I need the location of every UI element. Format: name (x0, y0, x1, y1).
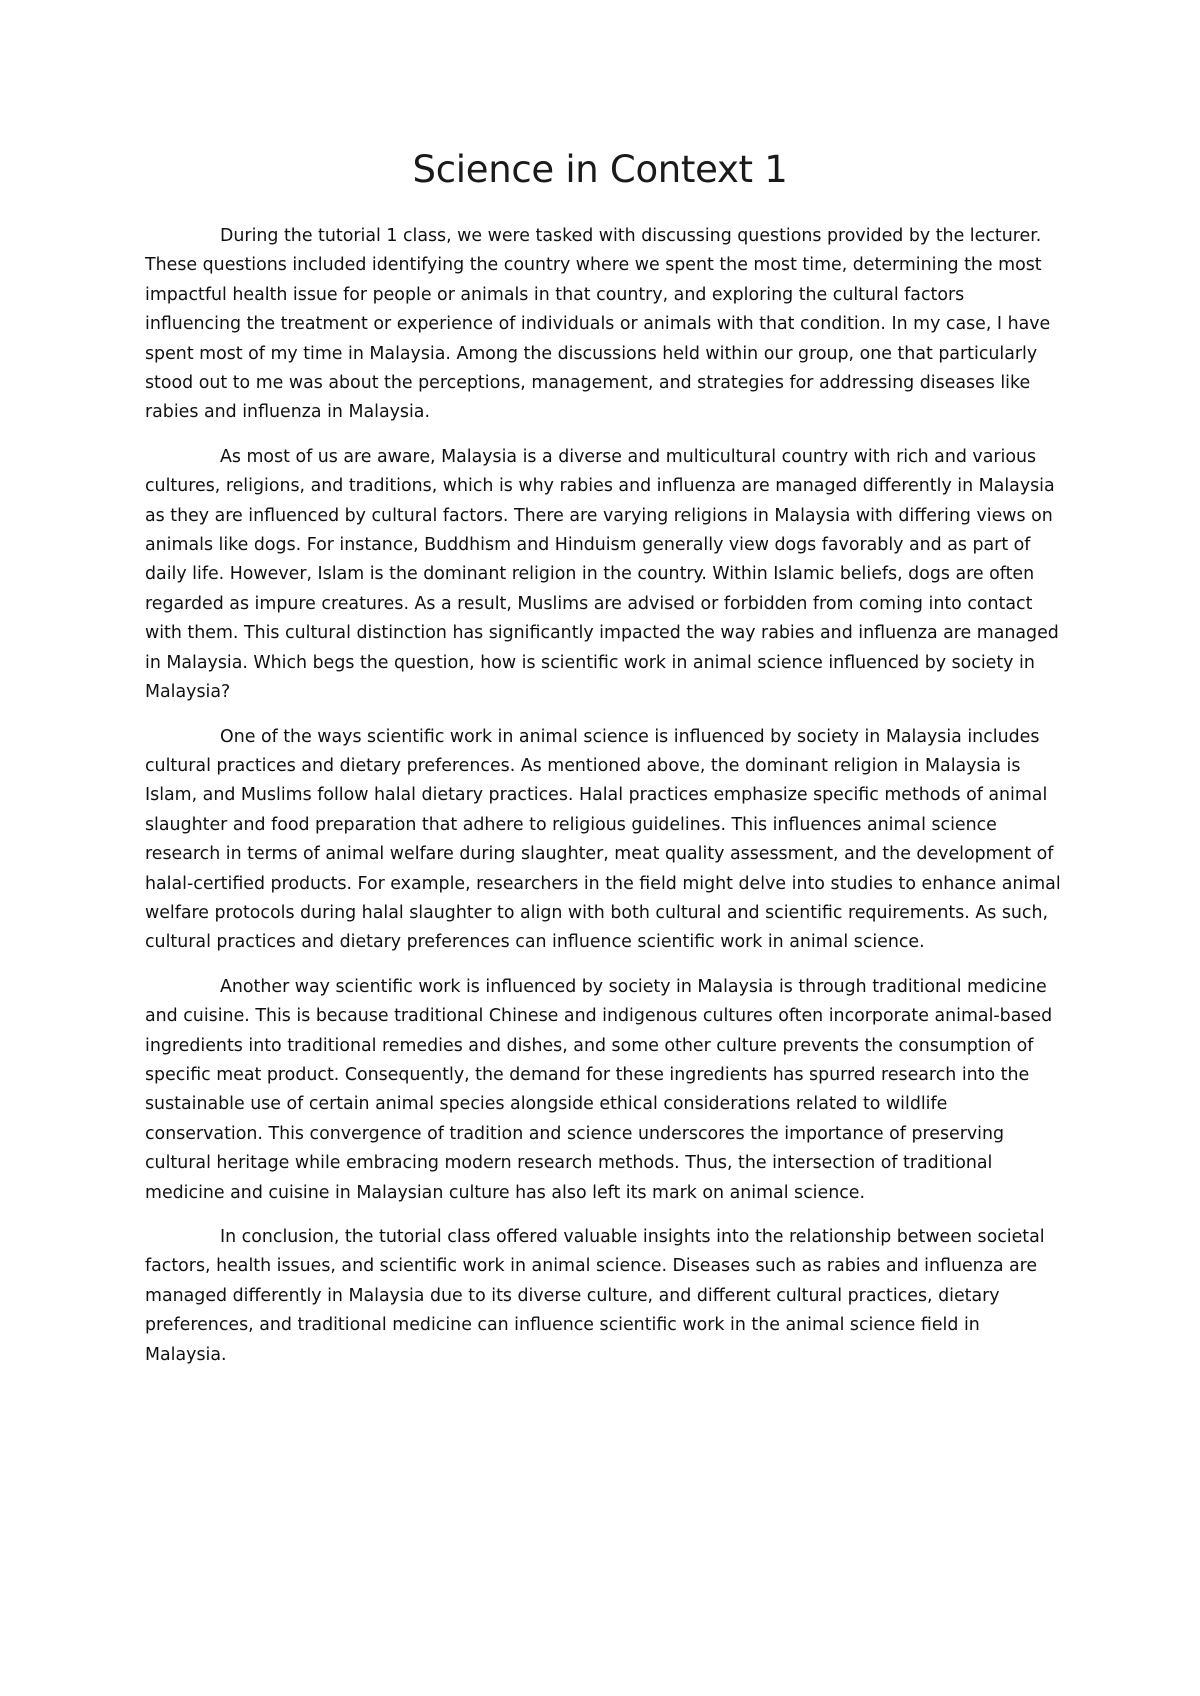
document-body (145, 222, 1065, 1385)
paragraph-conclusion: In conclusion, the tutorial class offered valuable insights into the relationship between societal factors, health issues, and scientific work in animal science. Diseases such as rabies and influenza are managed differently in Malaysia due to its diverse culture, and different cultural practices, dietary preferences, and traditional medicine can influence scientific work in the animal science field in Malaysia. (145, 1227, 1045, 1365)
paragraph-traditional-medicine: Another way scientific work is influenced by society in Malaysia is through traditional medicine and cuisine. This is because traditional Chinese and indigenous cultures often incorporate animal-based ingredients into traditional remedies and dishes, and some other culture prevents the consumption of specific meat product. Consequently, the demand for these ingredients has spurred research into the sustainable use of certain animal species alongside ethical considerations related to wildlife conservation. This convergence of tradition and science underscores the importance of preserving cultural heritage while embracing modern research methods. Thus, the intersection of traditional medicine and cuisine in Malaysian culture has also left its mark on animal science. (145, 976, 1053, 1203)
paragraph-dietary-practices: One of the ways scientific work in animal science is influenced by society in Malaysia includes cultural practices and dietary preferences. As mentioned above, the dominant religion in Malaysia is Islam, and Muslims follow halal dietary practices. Halal practices emphasize specific methods of animal slaughter and food preparation that adhere to religious guidelines. This influences animal science research in terms of animal welfare during slaughter, meat quality assessment, and the development of halal-certified products. For example, researchers in the field might delve into studies to enhance animal welfare protocols during halal slaughter to align with both cultural and scientific requirements. As such, cultural practices and dietary preferences can influence scientific work in animal science. (145, 726, 1061, 953)
paragraph-intro: During the tutorial 1 class, we were tasked with discussing questions provided by the lecturer. These questions included identifying the country where we spent the most time, determining the most impactful health issue for people or animals in that country, and exploring the cultural factors influencing the treatment or experience of individuals or animals with that condition. In my case, I have spent most of my time in Malaysia. Among the discussions held within our group, one that particularly stood out to me was about the perceptions, management, and strategies for addressing diseases like rabies and influenza in Malaysia. (145, 226, 1051, 423)
document-title: Science in Context 1 (412, 148, 788, 191)
paragraph-cultural-context: As most of us are aware, Malaysia is a diverse and multicultural country with rich and various cultures, religions, and traditions, which is why rabies and influenza are managed differently in Malaysia as they are influenced by cultural factors. There are varying religions in Malaysia with differing views on animals like dogs. For instance, Buddhism and Hinduism generally view dogs favorably and as part of daily life. However, Islam is the dominant religion in the country. Within Islamic beliefs, dogs are often regarded as impure creatures. As a result, Muslims are advised or forbidden from coming into contact with them. This cultural distinction has significantly impacted the way rabies and influenza are managed in Malaysia. Which begs the question, how is scientific work in animal science influenced by society in Malaysia? (145, 446, 1059, 703)
